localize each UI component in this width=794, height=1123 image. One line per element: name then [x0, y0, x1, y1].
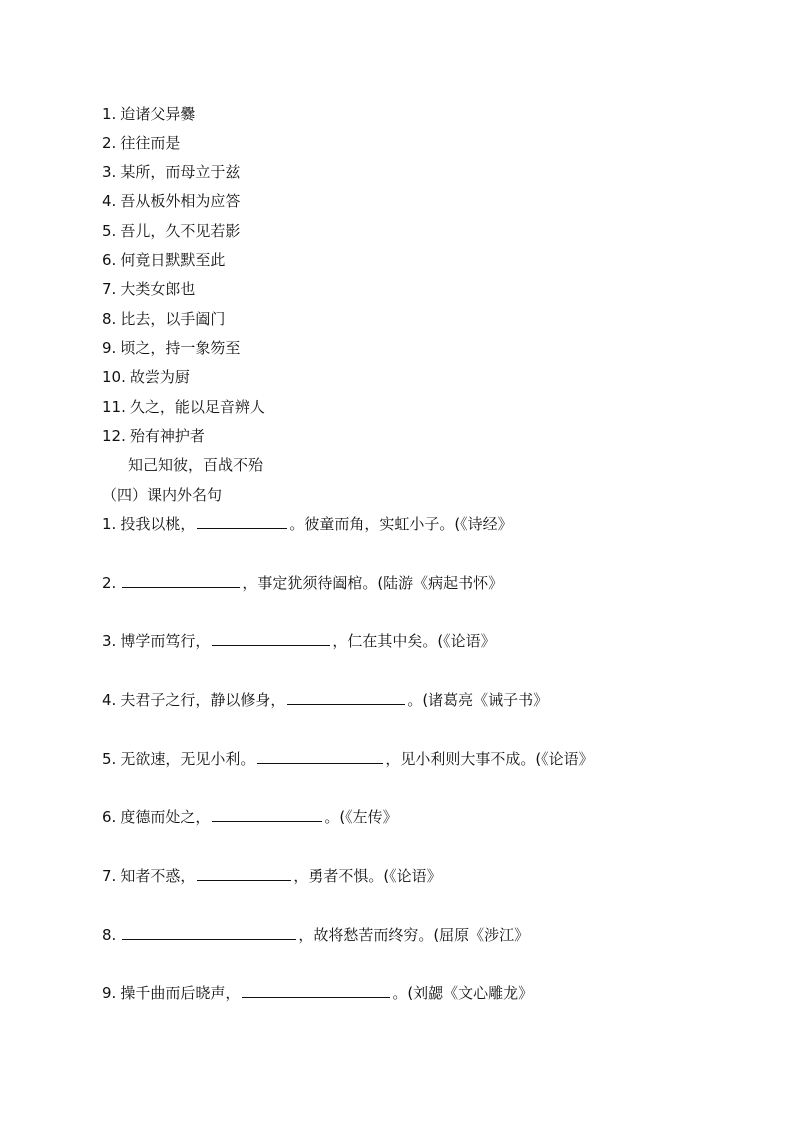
answer-blank[interactable] [242, 982, 390, 998]
list-item-text: 大类女郎也 [120, 280, 196, 298]
quote-prefix: 无欲速，无见小利。 [120, 750, 256, 768]
list-item-number: 3. [102, 163, 117, 181]
list-item [102, 308, 225, 330]
answer-blank[interactable] [287, 689, 405, 705]
list-item-text: 顷之，持一象笏至 [120, 339, 241, 357]
quote-prefix: 投我以桃， [120, 515, 196, 533]
list-item-number: 5. [102, 222, 117, 240]
quote-number: 1. [102, 515, 117, 533]
quote-number: 6. [102, 808, 117, 826]
list-item-number: 4. [102, 192, 117, 210]
list-item-text: 故尝为厨 [129, 368, 190, 386]
quote-suffix: ，故将愁苦而终穷。(屈原《涉江》 [298, 926, 530, 944]
quote-suffix: 。(《左传》 [324, 808, 398, 826]
quote-number: 8. [102, 926, 117, 944]
list-item-number: 1. [102, 105, 117, 123]
answer-blank[interactable] [122, 924, 296, 940]
quote-prefix: 夫君子之行，静以修身， [120, 691, 286, 709]
quote-item [102, 806, 398, 828]
quote-suffix: ，事定犹须待阖棺。(陆游《病起书怀》 [242, 574, 504, 592]
answer-blank[interactable] [257, 748, 383, 764]
quote-item [102, 513, 513, 535]
list-item [102, 366, 190, 388]
list-item-text: 某所，而母立于兹 [120, 163, 241, 181]
answer-blank[interactable] [212, 630, 330, 646]
list-item-text: 何竟日默默至此 [120, 251, 226, 269]
list-item [102, 103, 195, 125]
quote-suffix: 。彼童而角，实虹小子。(《诗经》 [289, 515, 513, 533]
list-item-text: 吾儿，久不见若影 [120, 222, 241, 240]
list-item-number: 12. [102, 427, 126, 445]
proverb-line: 知己知彼，百战不殆 [128, 456, 264, 474]
list-item-text: 吾从板外相为应答 [120, 192, 241, 210]
quote-item [102, 630, 496, 652]
answer-blank[interactable] [212, 806, 322, 822]
answer-blank[interactable] [122, 572, 240, 588]
quote-suffix: 。(诸葛亮《诫子书》 [407, 691, 549, 709]
list-item [102, 190, 240, 212]
quote-item [102, 572, 503, 594]
quote-item [102, 689, 548, 711]
quote-suffix: ，仁在其中矣。(《论语》 [332, 632, 496, 650]
quote-number: 7. [102, 867, 117, 885]
quote-prefix: 操千曲而后晓声， [120, 984, 241, 1002]
quote-prefix: 博学而笃行， [120, 632, 211, 650]
list-item-number: 10. [102, 368, 126, 386]
list-item [102, 249, 225, 271]
quote-suffix: ，勇者不惧。(《论语》 [293, 867, 442, 885]
list-item [102, 278, 195, 300]
list-item-text: 殆有神护者 [129, 427, 205, 445]
list-item-number: 11. [102, 398, 126, 416]
list-item [102, 425, 205, 447]
list-item-number: 7. [102, 280, 117, 298]
list-item-number: 6. [102, 251, 117, 269]
list-item-number: 8. [102, 310, 117, 328]
list-item-number: 2. [102, 134, 117, 152]
quote-item [102, 982, 533, 1004]
section-title: （四）课内外名句 [102, 486, 223, 504]
quote-number: 5. [102, 750, 117, 768]
list-item [102, 132, 180, 154]
list-item-text: 比去，以手阖门 [120, 310, 226, 328]
quote-suffix: 。(刘勰《文心雕龙》 [392, 984, 534, 1002]
quote-prefix: 度德而处之， [120, 808, 211, 826]
list-item [102, 337, 240, 359]
quote-prefix: 知者不惑， [120, 867, 196, 885]
quote-number: 4. [102, 691, 117, 709]
answer-blank[interactable] [197, 513, 287, 529]
quote-number: 2. [102, 574, 117, 592]
answer-blank[interactable] [197, 865, 291, 881]
list-item [102, 396, 265, 418]
quote-number: 9. [102, 984, 117, 1002]
list-item-text: 久之，能以足音辨人 [129, 398, 265, 416]
list-item [102, 161, 240, 183]
quote-item [102, 924, 529, 946]
list-item [102, 220, 240, 242]
quote-suffix: ，见小利则大事不成。(《论语》 [385, 750, 594, 768]
list-item-number: 9. [102, 339, 117, 357]
quote-item [102, 865, 442, 887]
list-item-text: 迨诸父异爨 [120, 105, 196, 123]
list-item-text: 往往而是 [120, 134, 181, 152]
quote-number: 3. [102, 632, 117, 650]
quote-item [102, 748, 594, 770]
